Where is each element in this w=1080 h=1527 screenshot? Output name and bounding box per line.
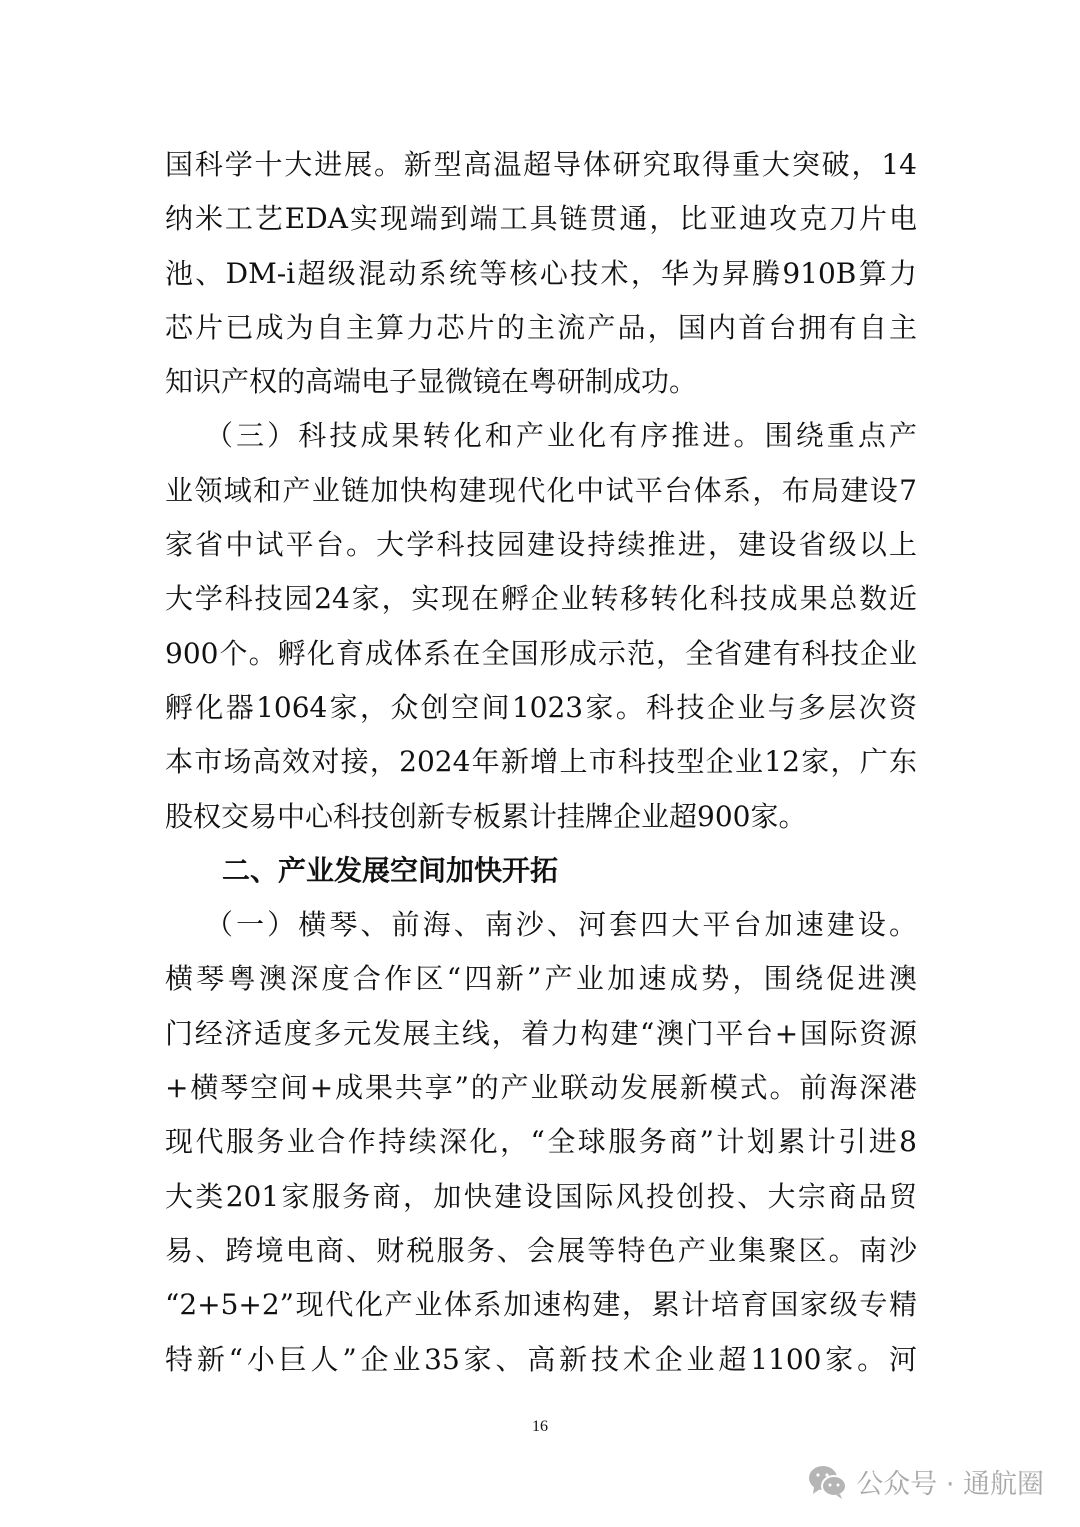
text-line: 股权交易中心科技创新专板累计挂牌企业超900家。 xyxy=(165,799,807,833)
document-body xyxy=(165,138,917,1387)
text-line: 门经济适度多元发展主线，着力构建“澳门平台+国际资源 xyxy=(165,1016,917,1050)
text-line: 业领域和产业链加快构建现代化中试平台体系，布局建设7 xyxy=(165,473,917,507)
text-line: 家省中试平台。大学科技园建设持续推进，建设省级以上 xyxy=(165,528,917,562)
text-line: 知识产权的高端电子显微镜在粤研制成功。 xyxy=(165,365,698,399)
wechat-icon xyxy=(808,1465,848,1499)
page-number: 16 xyxy=(532,1418,548,1435)
section-heading: 二、产业发展空间加快开拓 xyxy=(222,853,559,887)
text-line: 特新“小巨人”企业35家、高新技术企业超1100家。河 xyxy=(165,1342,917,1376)
text-line: 大学科技园24家，实现在孵企业转移转化科技成果总数近 xyxy=(165,582,917,616)
watermark-text: 公众号 · 通航圈 xyxy=(856,1469,1044,1500)
text-line: 900个。孵化育成体系在全国形成示范，全省建有科技企业 xyxy=(165,636,917,670)
text-line: 纳米工艺EDA实现端到端工具链贯通，比亚迪攻克刀片电 xyxy=(165,202,917,236)
text-line: 易、跨境电商、财税服务、会展等特色产业集聚区。南沙 xyxy=(165,1233,917,1267)
text-line: “2+5+2”现代化产业体系加速构建，累计培育国家级专精 xyxy=(165,1288,917,1322)
text-line: +横琴空间+成果共享”的产业联动发展新模式。前海深港 xyxy=(165,1071,917,1105)
text-line: （三）科技成果转化和产业化有序推进。围绕重点产 xyxy=(205,419,917,453)
text-line: 本市场高效对接，2024年新增上市科技型企业12家，广东 xyxy=(165,745,917,779)
text-line: 国科学十大进展。新型高温超导体研究取得重大突破，14 xyxy=(165,148,917,181)
text-line: 池、DM-i超级混动系统等核心技术，华为昇腾910B算力 xyxy=(165,256,917,290)
text-line: 孵化器1064家，众创空间1023家。科技企业与多层次资 xyxy=(165,690,917,724)
text-line: 大类201家服务商，加快建设国际风投创投、大宗商品贸 xyxy=(165,1179,917,1213)
text-line: 现代服务业合作持续深化，“全球服务商”计划累计引进8 xyxy=(165,1125,917,1159)
text-line: 芯片已成为自主算力芯片的主流产品，国内首台拥有自主 xyxy=(165,310,917,344)
text-line: （一）横琴、前海、南沙、河套四大平台加速建设。 xyxy=(205,908,917,942)
watermark xyxy=(808,1462,1044,1501)
text-line: 横琴粤澳深度合作区“四新”产业加速成势，围绕促进澳 xyxy=(165,962,917,996)
